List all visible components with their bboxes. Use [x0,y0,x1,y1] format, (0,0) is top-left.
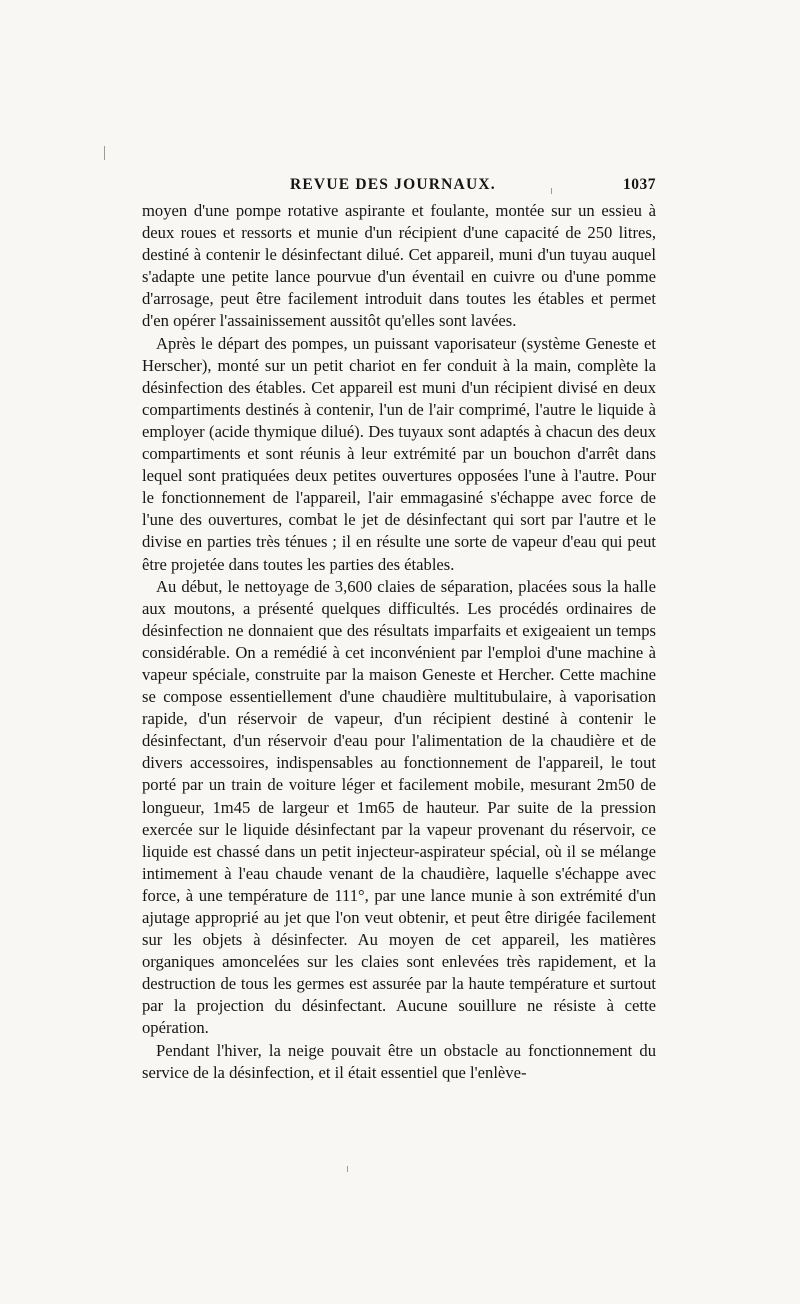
running-title: REVUE DES JOURNAUX. [290,176,496,193]
paragraph: Au début, le nettoyage de 3,600 claies de séparation, placées sous la halle aux moutons, a présenté quelques difficultés. Les procédés ordinaires de désinfection ne donnaient que des résultats imparfaits et exigeaient un temps considérable. On a remédié à cet inconvénient par l'emploi d'une machine à vapeur spéciale, construite par la maison Geneste et Hercher. Cette machine se compose essentiellement d'une chaudière multitubulaire, à vaporisation rapide, d'un réservoir de vapeur, d'un récipient destiné à contenir le désinfectant, d'un réservoir d'eau pour l'alimentation de la chaudière et de divers accessoires, indispensables au fonctionnement de l'appareil, le tout porté par un train de voiture léger et facilement mobile, mesurant 2m50 de longueur, 1m45 de largeur et 1m65 de hauteur. Par suite de la pression exercée sur le liquide désinfectant par la vapeur provenant du réservoir, ce liquide est chassé dans un petit injecteur-aspirateur spécial, où il se mélange intimement à l'eau chaude venant de la chaudière, laquelle s'échappe avec force, à une température de 111°, par une lance munie à son extrémité d'un ajutage approprié au jet que l'on veut obtenir, et peut être dirigée facilement sur les objets à désinfecter. Au moyen de cet appareil, les matières organiques amoncelées sur les claies sont enlevées très rapidement, et la destruction de tous les germes est assurée par la haute température et surtout par la projection du désinfectant. Aucune souillure ne résiste à cette opération. [142,576,656,1038]
paragraph: Pendant l'hiver, la neige pouvait être un obstacle au fonctionnement du service de la désinfection, et il était essentiel que l'enlève- [142,1040,656,1082]
margin-mark [104,146,105,160]
page-number: 1037 [623,176,656,193]
paragraph: moyen d'une pompe rotative aspirante et foulante, montée sur un essieu à deux roues et ressorts et munie d'un récipient d'une capacité de 250 litres, destiné à contenir le désinfectant dilué. Cet appareil, muni d'un tuyau auquel s'adapte une petite lance pourvue d'un éventail en cuivre ou d'une pomme d'arrosage, peut être facilement introduit dans toutes les étables et permet d'en opérer l'assainissement aussitôt qu'elles sont lavées. [142,201,656,331]
running-header [142,176,656,198]
margin-mark [347,1166,348,1172]
paragraph: Après le départ des pompes, un puissant vaporisateur (système Geneste et Herscher), monté sur un petit chariot en fer conduit à la main, complète la désinfection des étables. Cet appareil est muni d'un récipient divisé en deux compartiments destinés à contenir, l'un de l'air comprimé, l'autre le liquide à employer (acide thymique dilué). Des tuyaux sont adaptés à chacun des deux compartiments et sont réunis à leur extrémité par un bouchon d'arrêt dans lequel sont pratiquées deux petites ouvertures opposées l'une à l'autre. Pour le fonctionnement de l'appareil, l'air emmagasiné s'échappe avec force de l'une des ouvertures, combat le jet de désinfectant qui sort par l'autre et le divise en parties très ténues ; il en résulte une sorte de vapeur d'eau qui peut être projetée dans toutes les parties des étables. [142,333,656,574]
article-body [142,200,656,1084]
